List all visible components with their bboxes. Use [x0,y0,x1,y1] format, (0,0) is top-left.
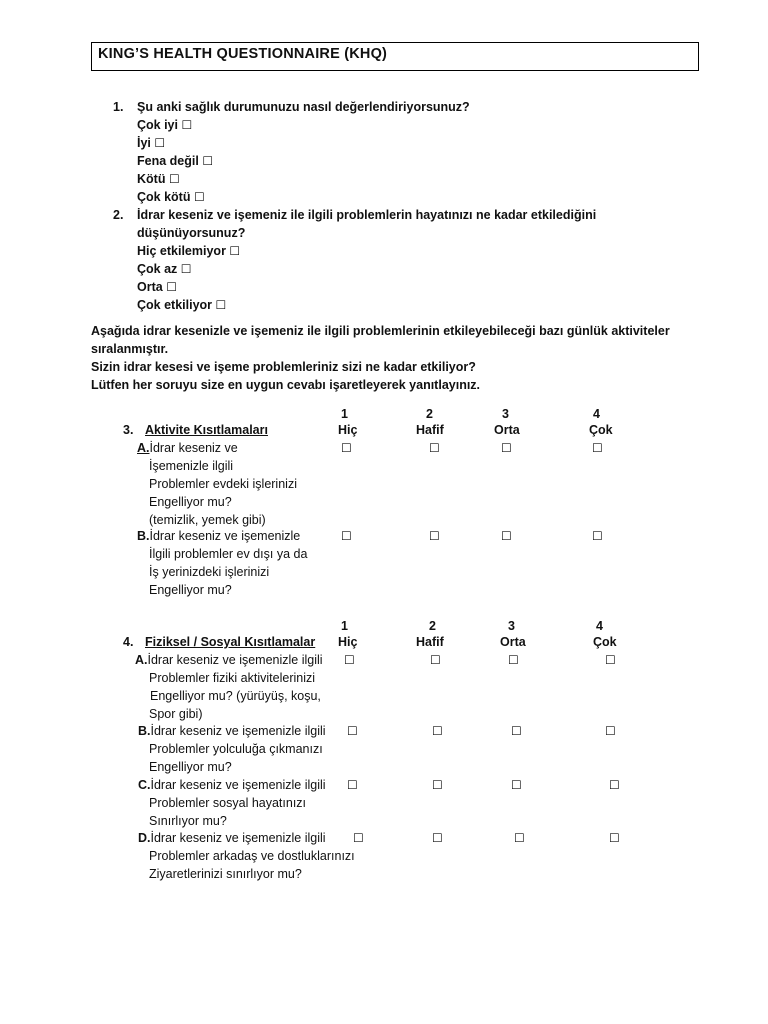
checkbox[interactable]: ☐ [181,118,193,132]
checkbox[interactable]: ☐ [166,280,177,294]
q3b-checkbox-3[interactable]: ☐ [501,529,512,543]
option-label: Çok etkiliyor [137,298,213,312]
q4a-letter: A. [135,653,148,667]
q1-option-fena-degil[interactable] [137,152,213,170]
q2-text-line1: İdrar keseniz ve işemeniz ile ilgili problemlerin hayatınızı ne kadar etkilediğini [137,208,597,222]
q3a-line-2: İşemenizle ilgili [149,459,234,473]
q3-title: Aktivite Kısıtlamaları [145,423,268,437]
q2-text-line2: düşünüyorsunuz? [137,226,246,240]
scale4-number-2: 2 [429,619,436,633]
checkbox[interactable]: ☐ [154,136,166,150]
option-label: İyi [137,136,151,150]
scale4-number-1: 1 [341,619,348,633]
checkbox[interactable]: ☐ [202,154,214,168]
checkbox[interactable]: ☐ [215,298,227,312]
q3b-checkbox-1[interactable]: ☐ [341,529,352,543]
q4c-checkbox-4[interactable]: ☐ [609,778,620,792]
option-label: Orta [137,280,163,294]
q4a-checkbox-4[interactable]: ☐ [605,653,616,667]
q4-title: Fiziksel / Sosyal Kısıtlamalar [145,635,316,649]
q4d-letter: D. [138,831,151,845]
scale-number-3: 3 [502,407,509,421]
q4d-checkbox-1[interactable]: ☐ [353,831,364,845]
scale4-label-cok: Çok [593,635,617,649]
q3b-line-4: Engelliyor mu? [149,583,232,597]
q1-option-iyi[interactable] [137,134,165,152]
option-label: Fena değil [137,154,199,168]
scale-number-4: 4 [593,407,600,421]
scale-label-hafif: Hafif [416,423,444,437]
q3a-line-3: Problemler evdeki işlerinizi [149,477,297,491]
q3a-checkbox-3[interactable]: ☐ [501,441,512,455]
scale4-label-hic: Hiç [338,635,358,649]
q4c-letter: C. [138,778,151,792]
q2-option-cok-az[interactable] [137,260,192,278]
q4-number: 4. [123,635,134,649]
q4d-checkbox-3[interactable]: ☐ [514,831,525,845]
q3a-line-1: A.İdrar keseniz ve [137,441,238,455]
q4d-line-2: Problemler arkadaş ve dostluklarınızı [149,849,355,863]
intro-line-4: Lütfen her soruyu size en uygun cevabı işaretleyerek yanıtlayınız. [91,378,481,392]
q3b-checkbox-4[interactable]: ☐ [592,529,603,543]
q3b-line-1: B.İdrar keseniz ve işemenizle [137,529,301,543]
checkbox[interactable]: ☐ [193,190,205,204]
q4c-line-2: Problemler sosyal hayatınızı [149,796,307,810]
q4b-checkbox-2[interactable]: ☐ [432,724,443,738]
q4b-checkbox-1[interactable]: ☐ [347,724,358,738]
q3b-line-3: İş yerinizdeki işlerinizi [149,565,270,579]
scale4-number-4: 4 [596,619,603,633]
q1-option-kotu[interactable] [137,170,180,188]
intro-line-1: Aşağıda idrar kesenizle ve işemeniz ile ilgili problemlerinin etkileyebileceği bazı günlük aktiviteler [91,324,670,338]
checkbox[interactable]: ☐ [229,244,241,258]
q2-option-hic-etkilemiyor[interactable] [137,242,240,260]
q4c-line-3: Sınırlıyor mu? [149,814,227,828]
scale-number-2: 2 [426,407,433,421]
q4a-line-1: A.İdrar keseniz ve işemenizle ilgili [135,653,323,667]
scale-label-hic: Hiç [338,423,358,437]
q3a-letter: A. [137,441,150,455]
q4a-checkbox-2[interactable]: ☐ [430,653,441,667]
intro-line-2: sıralanmıştır. [91,342,169,356]
q3b-letter: B. [137,529,150,543]
q1-option-cok-kotu[interactable] [137,188,205,206]
option-label: Çok az [137,262,178,276]
scale4-label-orta: Orta [500,635,526,649]
q3a-checkbox-2[interactable]: ☐ [429,441,440,455]
scale-number-1: 1 [341,407,348,421]
scale4-number-3: 3 [508,619,515,633]
q4b-line-3: Engelliyor mu? [149,760,232,774]
q4c-line-1: C.İdrar keseniz ve işemenizle ilgili [138,778,326,792]
option-label: Çok kötü [137,190,191,204]
option-label: Çok iyi [137,118,178,132]
scale-label-cok: Çok [589,423,613,437]
q4c-checkbox-3[interactable]: ☐ [511,778,522,792]
option-label: Hiç etkilemiyor [137,244,226,258]
checkbox[interactable]: ☐ [168,172,180,186]
q3-number: 3. [123,423,134,437]
q4b-line-2: Problemler yolculuğa çıkmanızı [149,742,323,756]
q1-option-cok-iyi[interactable] [137,116,192,134]
q4b-line-1: B.İdrar keseniz ve işemenizle ilgili [138,724,326,738]
q4b-letter: B. [138,724,151,738]
scale4-label-hafif: Hafif [416,635,444,649]
q4d-line-3: Ziyaretlerinizi sınırlıyor mu? [149,867,302,881]
q2-option-cok-etkiliyor[interactable] [137,296,226,314]
q4c-checkbox-2[interactable]: ☐ [432,778,443,792]
scale-label-orta: Orta [494,423,520,437]
q3b-checkbox-2[interactable]: ☐ [429,529,440,543]
q1-text: Şu anki sağlık durumunuzu nasıl değerlendiriyorsunuz? [137,100,470,114]
q3a-checkbox-1[interactable]: ☐ [341,441,352,455]
q4a-checkbox-3[interactable]: ☐ [508,653,519,667]
q3a-line-5: (temizlik, yemek gibi) [149,513,266,527]
q4b-checkbox-3[interactable]: ☐ [511,724,522,738]
q4a-line-3: Engelliyor mu? (yürüyüş, koşu, [150,689,321,703]
q4d-checkbox-4[interactable]: ☐ [609,831,620,845]
q4a-line-2: Problemler fiziki aktivitelerinizi [149,671,316,685]
q4c-checkbox-1[interactable]: ☐ [347,778,358,792]
page-title: KING’S HEALTH QUESTIONNAIRE (KHQ) [98,46,388,62]
intro-line-3: Sizin idrar kesesi ve işeme problemleriniz sizi ne kadar etkiliyor? [91,360,476,374]
q2-option-orta[interactable] [137,278,177,296]
q1-number: 1. [113,100,124,114]
q4a-line-4: Spor gibi) [149,707,203,721]
checkbox[interactable]: ☐ [180,262,192,276]
q4d-checkbox-2[interactable]: ☐ [432,831,443,845]
q4a-checkbox-1[interactable]: ☐ [344,653,355,667]
q2-number: 2. [113,208,124,222]
q4b-checkbox-4[interactable]: ☐ [605,724,616,738]
option-label: Kötü [137,172,166,186]
q3a-line-4: Engelliyor mu? [149,495,232,509]
q3a-checkbox-4[interactable]: ☐ [592,441,603,455]
q3b-line-2: İlgili problemler ev dışı ya da [149,547,308,561]
q4d-line-1: D.İdrar keseniz ve işemenizle ilgili [138,831,326,845]
